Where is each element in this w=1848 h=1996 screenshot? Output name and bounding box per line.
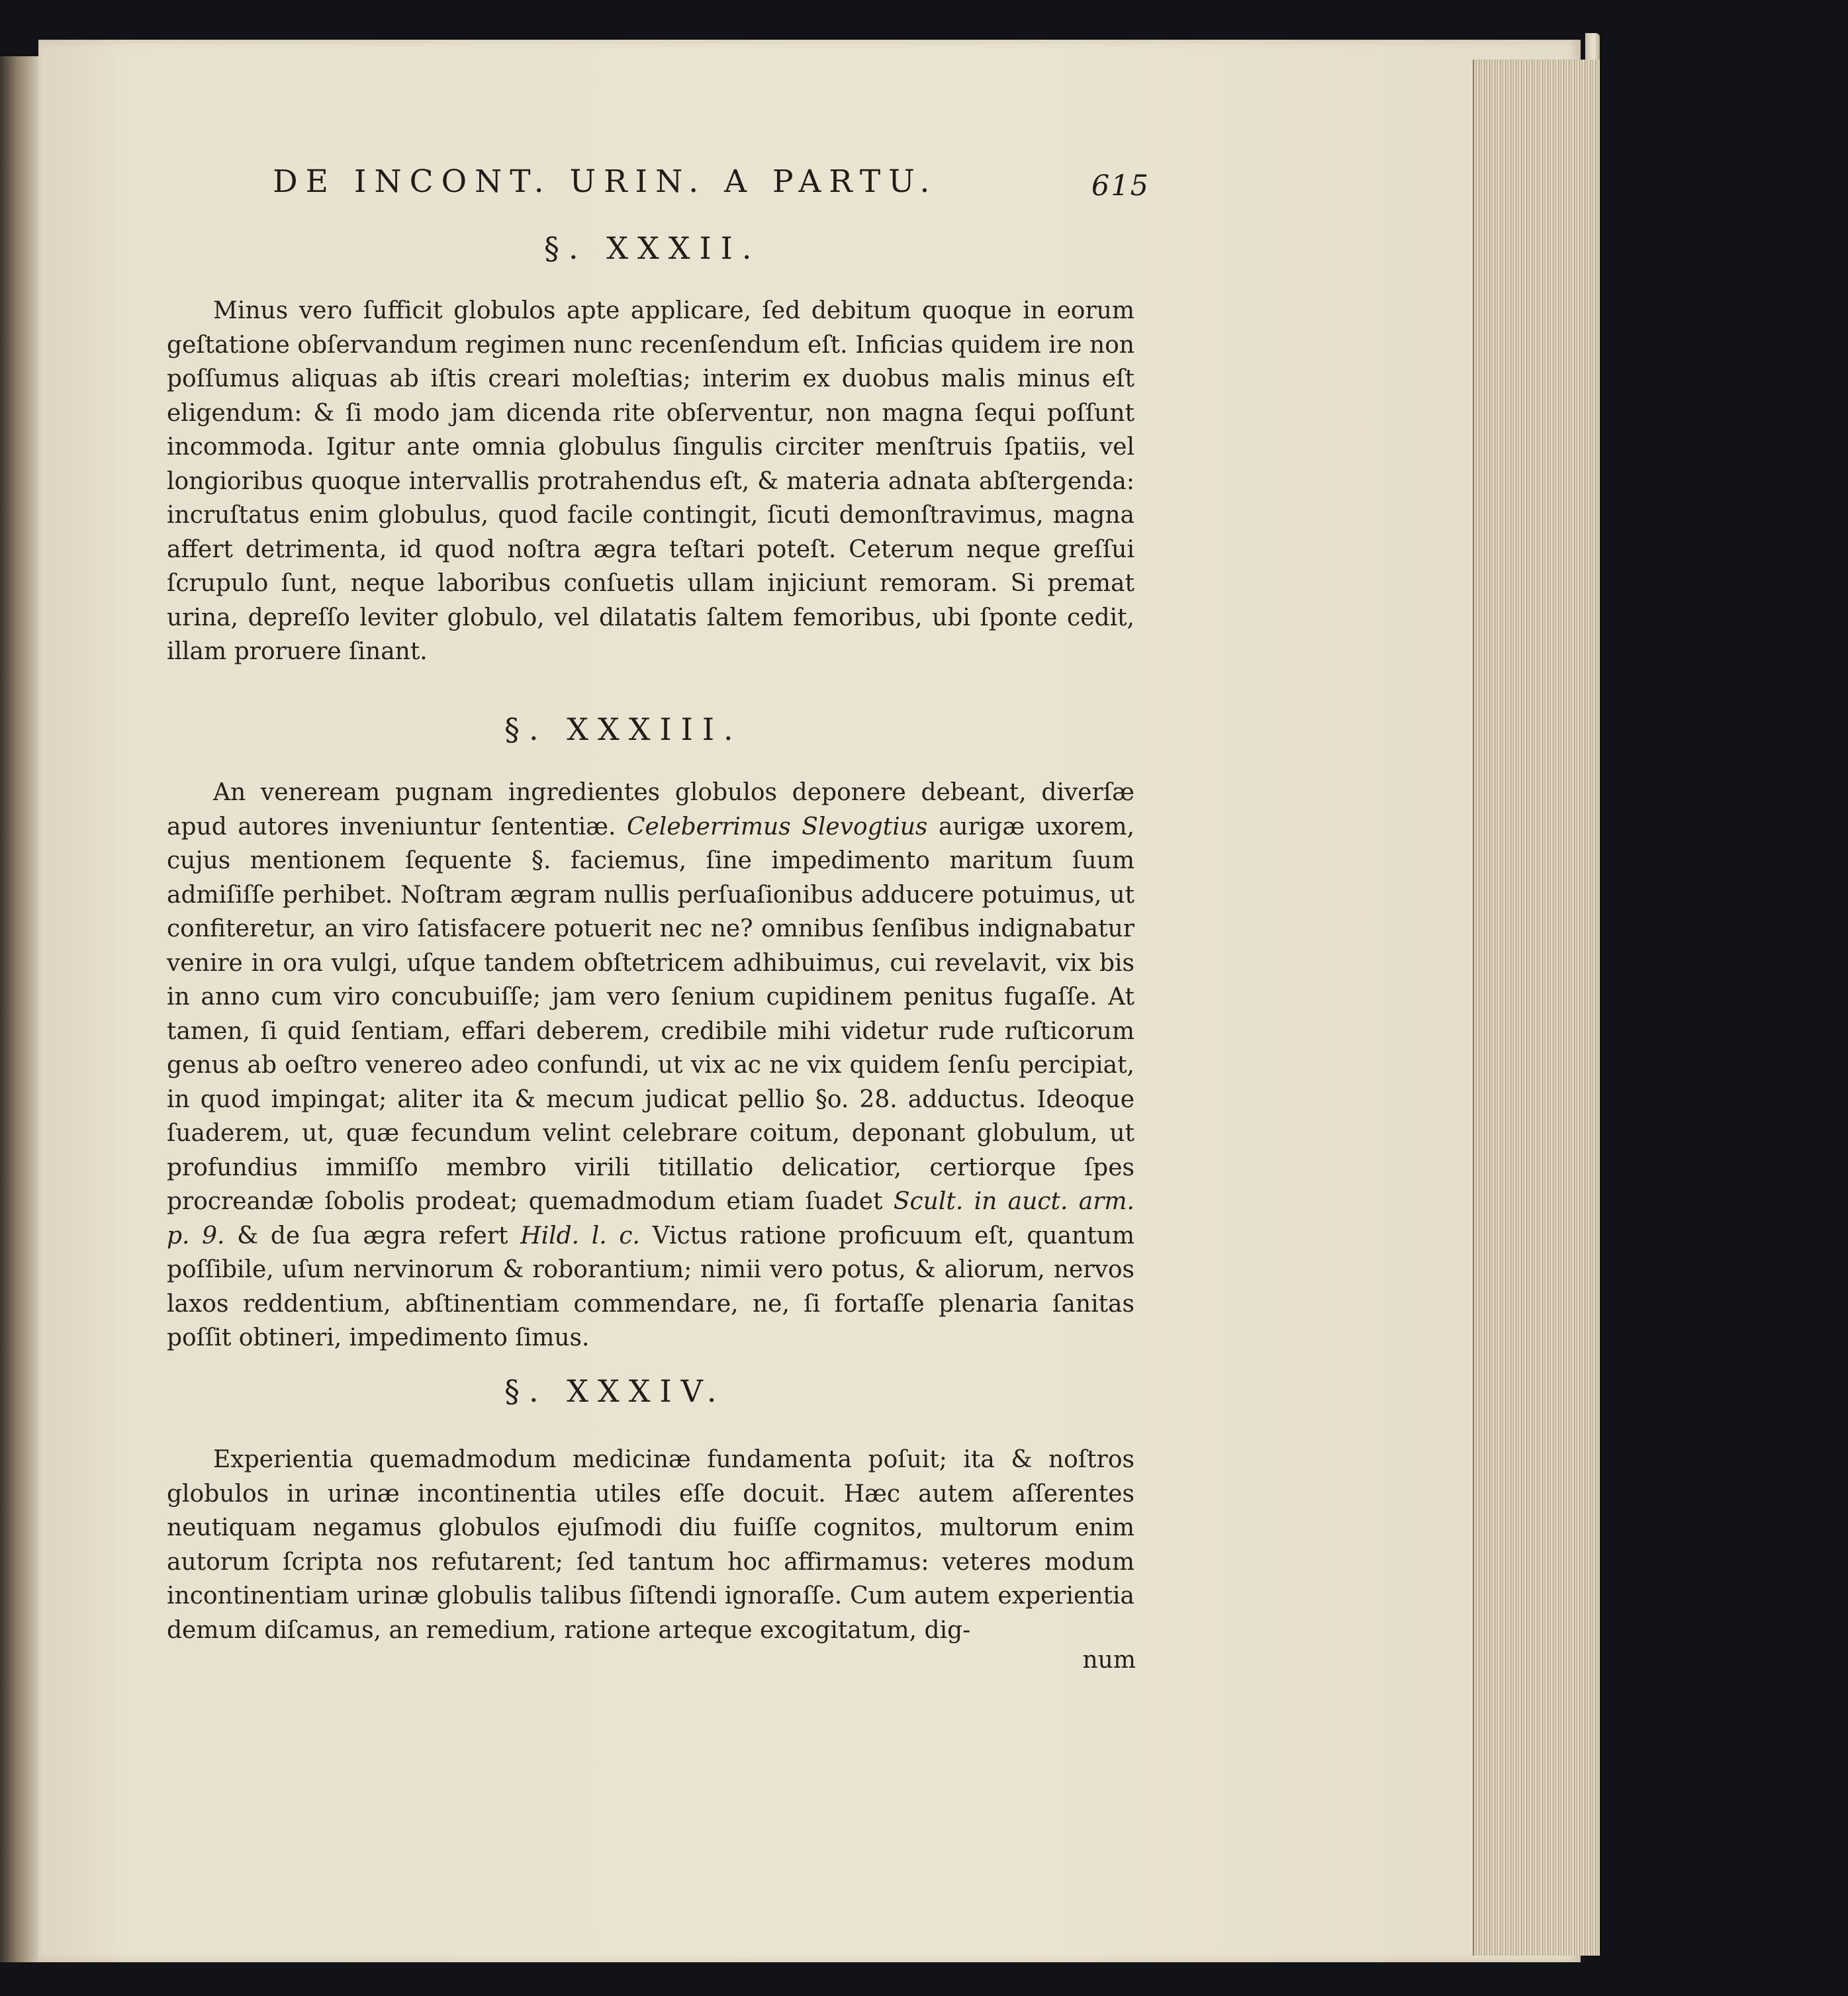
catchword: num	[1082, 1647, 1136, 1674]
section-32-text	[167, 294, 1134, 669]
section-33-text	[167, 776, 1134, 1355]
section-33-citation-slevogtius: Celeberrimus Slevogtius	[626, 813, 928, 840]
left-page-edge	[0, 56, 41, 1962]
page-number: 615	[1091, 169, 1150, 203]
section-32-body: Minus vero ſufficit globulos apte applicare, ſed debitum quoque in eorum geſtatione obſervandum regimen nunc recenſendum eſt. Inficias quidem ire non poſſumus aliquas ab iſtis creari moleſtias; interim ex duobus malis minus eſt eligendum: & ſi modo jam dicenda rite obſerventur, non magna ſequi poſſunt incommoda. Igitur ante omnia globulus ſingulis circiter menſtruis ſpatiis, vel longioribus quoque intervallis protrahendus eſt, & materia adnata abſtergenda: incruſtatus enim globulus, quod facile contingit, ſicuti demonſtravimus, magna affert detrimenta, id quod noſtra ægra teſtari poteſt. Ceterum neque greſſui ſcrupulo ſunt, neque laboribus conſuetis ullam injiciunt remoram. Si premat urina, depreſſo leviter globulo, vel dilatatis ſaltem femoribus, ubi ſponte cedit, illam proruere ſinant.	[167, 297, 1134, 665]
section-33-citation-scult: Scult. in auct. arm. p. 9.	[167, 1188, 1135, 1249]
section-heading-34: §. XXXIV.	[504, 1373, 726, 1409]
running-head-title: DE INCONT. URIN. A PARTU.	[273, 163, 938, 200]
section-33-body-b: aurigæ uxorem, cujus mentionem ſequente §. faciemus, ſine impedimento maritum ſuum admiſiſſe perhibet. Noſtram ægram nullis perſuaſionibus adducere potuimus, ut confiteretur, an viro ſatisfacere potuerit nec ne? omnibus ſenſibus indignabatur venire in ora vulgi, uſque tandem obſtetricem adhibuimus, cui revelavit, vix bis in anno cum viro concubuiſſe; jam vero ſenium cupidinem penitus fugaſſe. At tamen, ſi quid ſentiam, effari deberem, credibile mihi videtur rude ruſticorum genus ab oeſtro venereo adeo confundi, ut vix ac ne vix quidem ſenſu percipiat, in quod impingat; aliter ita & mecum judicat pellio §o. 28. adductus. Ideoque ſuaderem, ut, quæ fecundum velint celebrare coitum, deponant globulum, ut profundius immiſſo membro virili titillatio delicatior, certiorque ſpes procreandæ ſobolis prodeat; quemadmodum etiam ſuadet	[167, 813, 1134, 1215]
section-33-body-d: Victus ratione proficuum eſt, quantum poſſibile, uſum nervinorum & roborantium; nimii vero potus, & aliorum, nervos laxos reddentium, abſtinentiam commendare, ne, ſi fortaſſe plenaria ſanitas poſſit obtineri, impedimento ſimus.	[167, 1222, 1135, 1351]
page-stack-fore-edge	[1473, 60, 1600, 1956]
section-34-text	[167, 1443, 1134, 1647]
section-heading-33: §. XXXIII.	[504, 711, 743, 747]
section-heading-32: §. XXXII.	[544, 230, 761, 266]
section-33-citation-hild: Hild. l. c.	[520, 1222, 640, 1249]
section-33-body-c: & de ſua ægra refert	[237, 1222, 508, 1249]
running-head	[273, 159, 1150, 212]
section-33-body-a: An veneream pugnam ingredientes globulos deponere debeant, diverſæ apud autores inveniuntur ſententiæ.	[167, 779, 1134, 840]
section-34-body: Experientia quemadmodum medicinæ fundamenta poſuit; ita & noſtros globulos in urinæ incontinentia utiles eſſe docuit. Hæc autem aſſerentes neutiquam negamus globulos ejuſmodi diu fuiſſe cognitos, multorum enim autorum ſcripta nos refutarent; ſed tantum hoc affirmamus: veteres modum incontinentiam urinæ globulis talibus ſiſtendi ignoraſſe. Cum autem experientia demum diſcamus, an remedium, ratione arteque excogitatum, dig-	[167, 1446, 1134, 1644]
